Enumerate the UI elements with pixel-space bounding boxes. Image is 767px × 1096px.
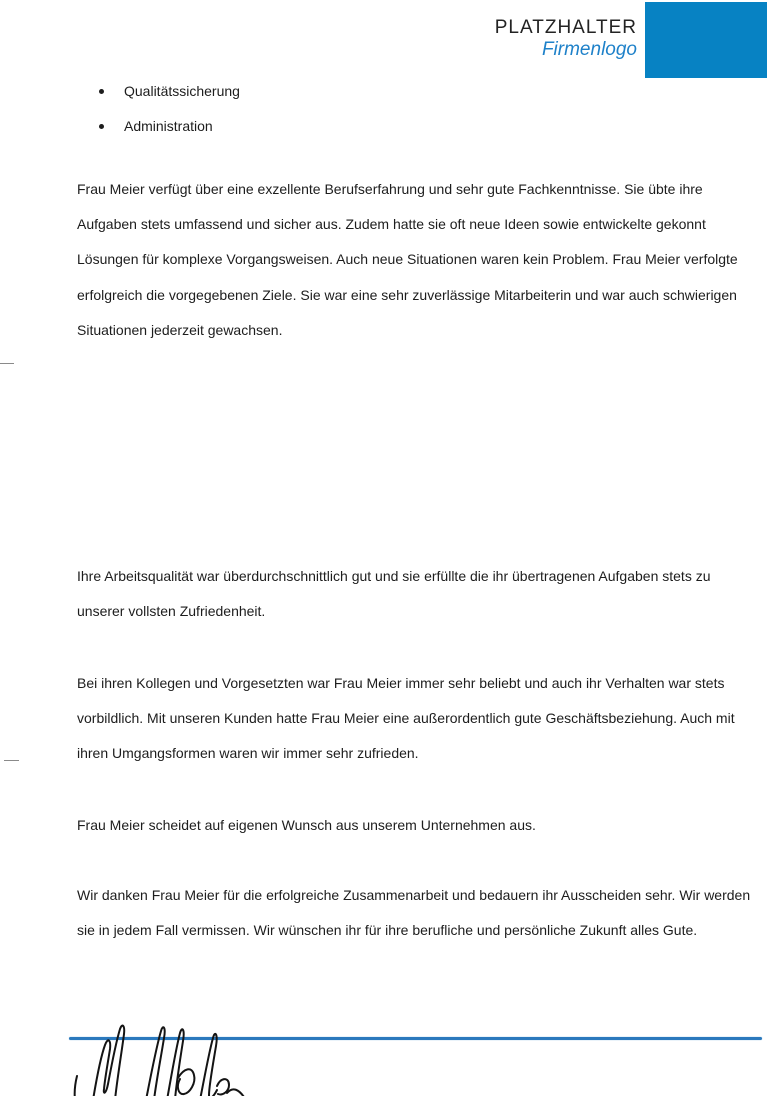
logo-company-name: PLATZHALTER xyxy=(494,17,637,38)
list-item xyxy=(77,74,697,109)
signature-stroke xyxy=(200,1034,217,1096)
bullet-icon xyxy=(99,89,104,94)
signature-stroke xyxy=(75,1076,77,1096)
signature-stroke xyxy=(217,1079,229,1094)
paragraph-work-quality: Ihre Arbeitsqualität war überdurchschnittlich gut und sie erfüllte die ihr übertragenen Aufgaben stets zu unserer vollsten Zufriedenheit. xyxy=(77,568,711,620)
logo-tagline: Firmenlogo xyxy=(541,38,637,60)
bullet-label: Administration xyxy=(124,118,213,134)
paragraph-conduct: Bei ihren Kollegen und Vorgesetzten war Frau Meier immer sehr beliebt und auch ihr Verhalten war stets vorbildlich. Mit unseren Kunden hatte Frau Meier eine außerordentlich gute Geschäftsbeziehung. Auch mit ihren Umgangsformen waren wir immer sehr zufrieden. xyxy=(77,675,735,762)
signature-stroke xyxy=(178,1069,194,1094)
logo-text xyxy=(495,0,637,62)
fold-mark-top xyxy=(0,363,14,364)
paragraph-performance: Frau Meier verfügt über eine exzellente Berufserfahrung und sehr gute Fachkenntnisse. Sie übte ihre Aufgaben stets umfassend und sicher aus. Zudem hatte sie oft neue Ideen sowie entwickelte gekonnt Lösungen für komplexe Vorgangsweisen. Auch neue Situationen waren kein Problem. Frau Meier verfolgte erfolgreich die vorgegebenen Ziele. Sie war eine sehr zuverlässige Mitarbeiterin und war auch schwierigen Situationen jederzeit gewachsen. xyxy=(77,181,738,338)
paragraph-departure: Frau Meier scheidet auf eigenen Wunsch aus unserem Unternehmen aus. xyxy=(77,817,536,833)
signature-stroke xyxy=(227,1089,244,1096)
task-bullet-list xyxy=(77,74,697,144)
logo-square-icon xyxy=(645,2,767,78)
bullet-icon xyxy=(99,124,104,129)
fold-mark-bottom xyxy=(4,760,19,761)
paragraph-thanks: Wir danken Frau Meier für die erfolgreiche Zusammenarbeit und bedauern ihr Ausscheiden sehr. Wir werden sie in jedem Fall vermissen. Wir wünschen ihr für ihre berufliche und persönliche Zukunft alles Gute. xyxy=(77,887,751,939)
list-item xyxy=(77,109,697,144)
company-logo xyxy=(495,0,767,78)
bullet-label: Qualitätssicherung xyxy=(124,83,240,99)
footer-divider xyxy=(69,1037,762,1040)
